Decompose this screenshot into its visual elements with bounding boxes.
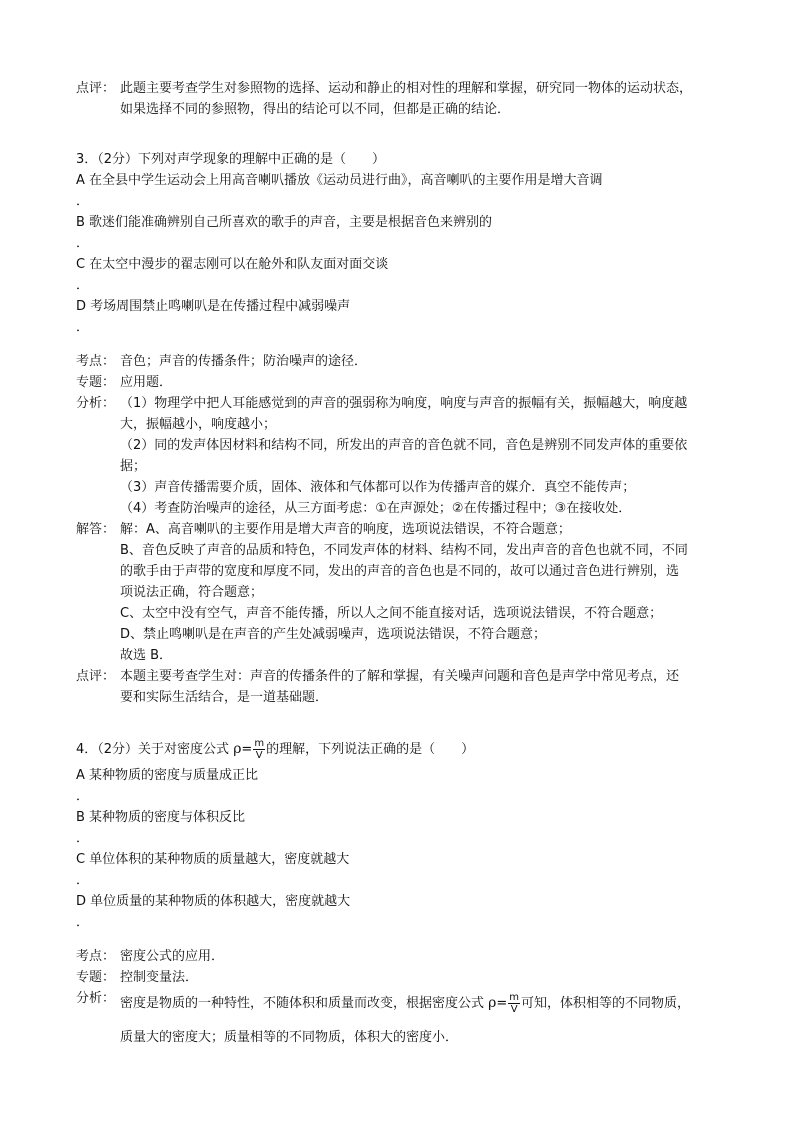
analysis-label: 分析： <box>76 396 116 411</box>
option-dot: ． <box>76 194 90 209</box>
option-c: C 单位体积的某种物质的质量越大，密度就越大 <box>76 852 350 867</box>
analysis-text: （2）同的发声体因材料和结构不同，所发出的声音的音色就不同，音色是辨别不同发声体的重要依 <box>120 438 688 453</box>
option-d: D 单位质量的某种物质的体积越大，密度就越大 <box>76 894 351 909</box>
answer-text: 故选 B． <box>120 648 173 663</box>
point-text: 密度公式的应用． <box>120 949 225 964</box>
q3-review <box>76 666 726 708</box>
q2-review <box>76 78 726 120</box>
q3-analysis <box>76 393 726 519</box>
review-label: 点评： <box>76 669 116 684</box>
answer-text: 项说法正确，符合题意； <box>120 585 264 600</box>
review-text: 本题主要考查学生对：声音的传播条件的了解和掌握，有关噪声问题和音色是声学中常见考点，还 <box>120 669 680 684</box>
point-label: 考点： <box>76 354 116 369</box>
topic-text: 控制变量法． <box>120 970 199 985</box>
option-d: D 考场周围禁止鸣喇叭是在传播过程中减弱噪声 <box>76 299 351 314</box>
question-3 <box>76 149 726 338</box>
analysis-prefix: 密度是物质的一种特性，不随体积和质量而改变，根据密度公式 <box>120 996 489 1011</box>
review-text: 要和实际生活结合，是一道基础题． <box>120 690 329 705</box>
analysis-text: 质量大的密度大；质量相等的不同物质，体积大的密度小． <box>120 1030 459 1045</box>
equals-sign: = <box>241 742 253 757</box>
option-dot: ． <box>76 278 90 293</box>
answer-text: B、音色反映了声音的品质和特色，不同发声体的材料、结构不同，发出声音的音色也就不同，不同 <box>120 543 688 558</box>
review-text: 此题主要考查学生对参照物的选择、运动和静止的相对性的理解和掌握，研究同一物体的运动状态， <box>120 81 693 96</box>
q4-topic <box>76 967 726 988</box>
topic-label: 专题： <box>76 970 116 985</box>
option-dot: ． <box>76 831 90 846</box>
stem-suffix: 的理解，下列说法正确的是（ ） <box>266 742 475 757</box>
density-fraction <box>253 738 265 761</box>
option-dot: ． <box>76 915 90 930</box>
question-stem: 3．（2分）下列对声学现象的理解中正确的是（ ） <box>76 152 386 167</box>
option-a: A 在全县中学生运动会上用高音喇叭播放《运动员进行曲》，高音喇叭的主要作用是增大音调 <box>76 173 603 188</box>
fraction-denominator: V <box>510 1004 518 1015</box>
q4-point <box>76 946 726 967</box>
q4-analysis <box>76 988 726 1048</box>
option-b: B 某种物质的密度与体积反比 <box>76 810 246 825</box>
point-text: 音色；声音的传播条件；防治噪声的途径． <box>120 354 368 369</box>
analysis-text <box>120 988 726 1019</box>
answer-text: D、禁止鸣喇叭是在声音的产生处减弱噪声，选项说法错误，不符合题意； <box>120 627 547 642</box>
document-page <box>76 78 726 1048</box>
fraction-numerator: m <box>509 992 520 1003</box>
analysis-label: 分析： <box>76 991 116 1006</box>
answer-text: 解：A、高音喇叭的主要作用是增大声音的响度，选项说法错误，不符合题意； <box>120 522 571 537</box>
analysis-text: （3）声音传播需要介质，固体、液体和气体都可以作为传播声音的媒介．真空不能传声； <box>120 480 636 495</box>
topic-label: 专题： <box>76 375 116 390</box>
analysis-text: 大，振幅越小，响度越小； <box>120 417 277 432</box>
fraction-denominator: V <box>255 750 263 761</box>
rho-symbol: ρ <box>233 741 242 757</box>
option-c: C 在太空中漫步的翟志刚可以在舱外和队友面对面交谈 <box>76 257 389 272</box>
analysis-text: （4）考查防治噪声的途径，从三方面考虑：①在声源处；②在传播过程中；③在接收处． <box>120 501 632 516</box>
q3-topic <box>76 372 726 393</box>
answer-text: 的歌手由于声带的宽度和厚度不同，发出的声音的音色也是不同的，故可以通过音色进行辨别，选 <box>120 564 680 579</box>
option-dot: ． <box>76 236 90 251</box>
option-dot: ． <box>76 320 90 335</box>
review-text: 如果选择不同的参照物，得出的结论可以不同，但都是正确的结论． <box>120 102 511 117</box>
answer-text: C、太空中没有空气，声音不能传播，所以人之间不能直接对话，选项说法错误，不符合题意； <box>120 606 663 621</box>
stem-prefix: 4．（2分）关于对密度公式 <box>76 742 234 757</box>
topic-text: 应用题． <box>120 375 173 390</box>
answer-label: 解答： <box>76 522 116 537</box>
equals-sign: = <box>496 996 508 1011</box>
density-fraction <box>508 992 520 1015</box>
rho-symbol: ρ <box>488 995 497 1011</box>
q3-point <box>76 351 726 372</box>
fraction-numerator: m <box>254 738 265 749</box>
analysis-text: （1）物理学中把人耳能感觉到的声音的强弱称为响度，响度与声音的振幅有关，振幅越大，响度越 <box>120 396 688 411</box>
q3-answer <box>76 519 726 666</box>
point-label: 考点： <box>76 949 116 964</box>
option-dot: ． <box>76 873 90 888</box>
question-stem <box>76 738 726 761</box>
analysis-suffix: 可知，体积相等的不同物质， <box>521 996 691 1011</box>
question-4 <box>76 738 726 933</box>
analysis-text: 据； <box>120 459 147 474</box>
option-a: A 某种物质的密度与质量成正比 <box>76 768 259 783</box>
option-dot: ． <box>76 789 90 804</box>
review-label: 点评： <box>76 81 116 96</box>
option-b: B 歌迷们能准确辨别自己所喜欢的歌手的声音，主要是根据音色来辨别的 <box>76 215 493 230</box>
